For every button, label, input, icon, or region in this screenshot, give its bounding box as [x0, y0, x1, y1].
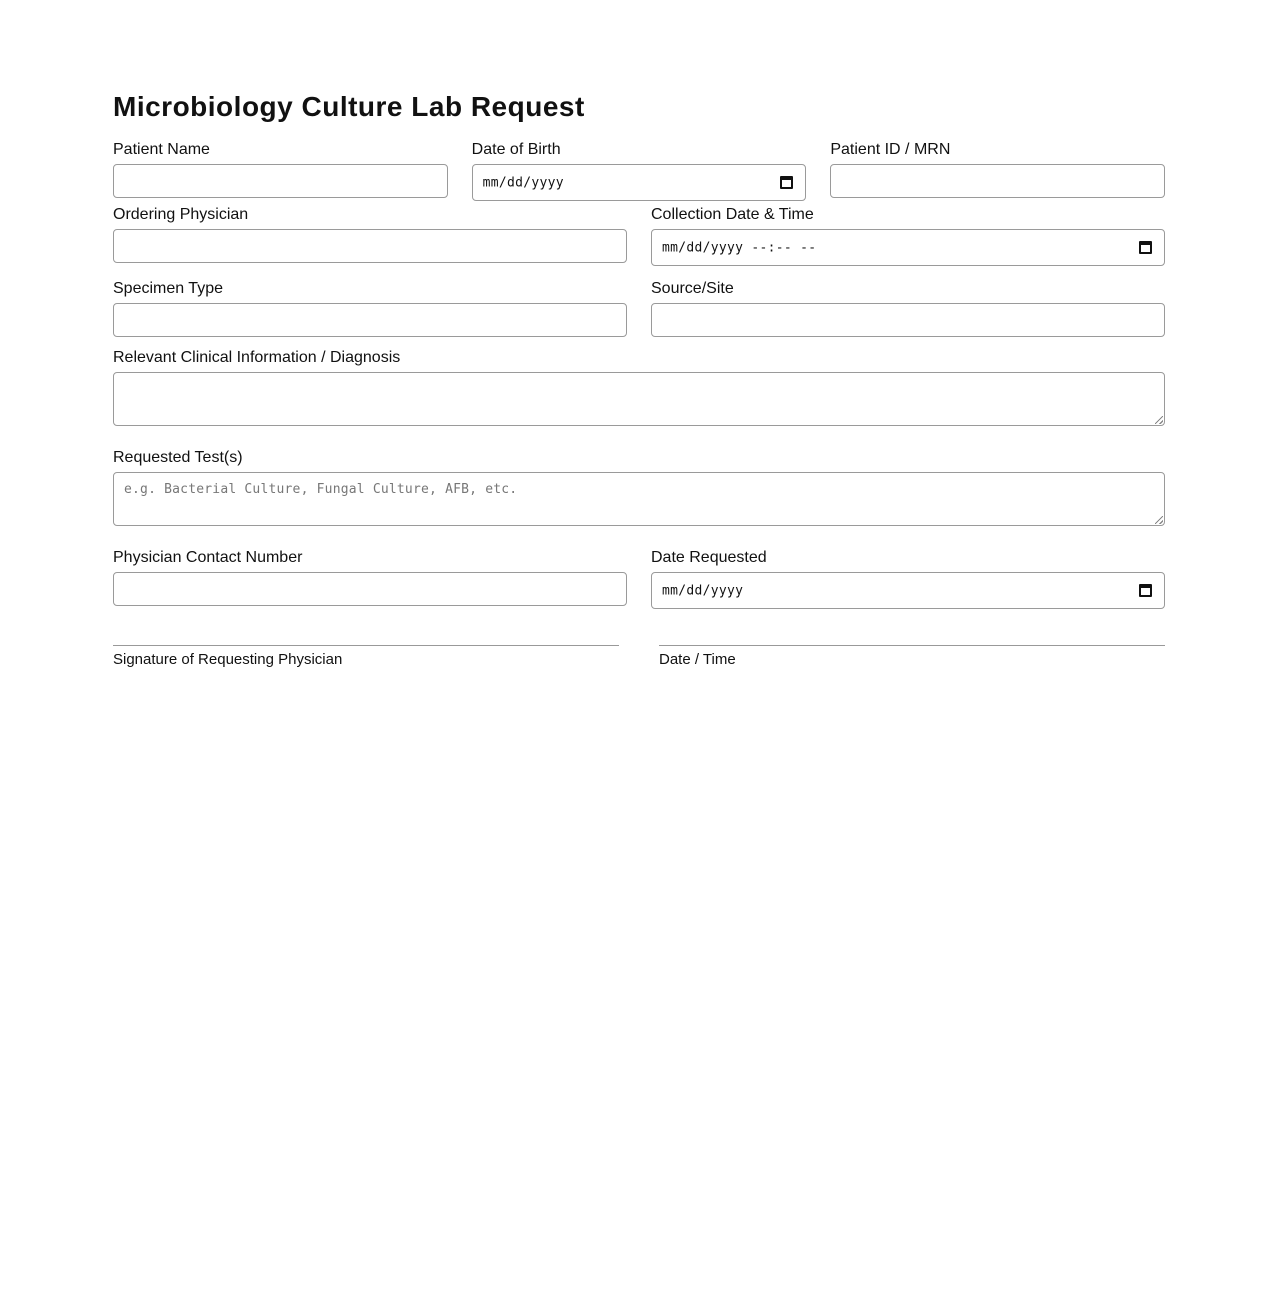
date-of-birth-label: Date of Birth — [471, 141, 561, 158]
physician-signature-line: Signature of Requesting Physician — [113, 645, 619, 668]
field-date-of-birth — [472, 140, 807, 201]
field-patient-name — [113, 140, 448, 201]
field-ordering-physician — [113, 205, 627, 266]
field-patient-id — [830, 140, 1165, 201]
row-contact-date — [113, 548, 1165, 609]
requested-tests-placeholder: e.g. Bacterial Culture, Fungal Culture, AFB, etc. — [124, 482, 518, 497]
resize-handle-icon[interactable] — [1155, 416, 1163, 424]
collection-datetime-input[interactable] — [651, 229, 1165, 266]
patient-name-input[interactable] — [113, 164, 448, 198]
physician-contact-input[interactable] — [113, 572, 627, 606]
physician-contact-label: Physician Contact Number — [113, 549, 303, 566]
page-title: Microbiology Culture Lab Request — [113, 91, 585, 122]
lab-request-form — [113, 88, 1165, 668]
row-patient-info — [113, 140, 1165, 201]
row-specimen — [113, 279, 1165, 337]
collection-datetime-format: mm/dd/yyyy --:-- -- — [662, 240, 817, 255]
resize-handle-icon[interactable] — [1155, 516, 1163, 524]
clinical-info-label: Relevant Clinical Information / Diagnosis — [113, 349, 401, 366]
date-requested-input[interactable] — [651, 572, 1165, 609]
requested-tests-label: Requested Test(s) — [113, 449, 243, 466]
patient-id-label: Patient ID / MRN — [830, 141, 951, 158]
ordering-physician-label: Ordering Physician — [113, 206, 249, 223]
field-collection-datetime — [651, 205, 1165, 266]
date-requested-label: Date Requested — [651, 549, 767, 566]
collection-datetime-label: Collection Date & Time — [651, 206, 814, 223]
ordering-physician-input[interactable] — [113, 229, 627, 263]
signature-section — [113, 645, 1165, 668]
field-source-site — [651, 279, 1165, 337]
date-time-signature-line: Date / Time — [659, 645, 1165, 668]
field-physician-contact — [113, 548, 627, 609]
row-physician-collection — [113, 205, 1165, 266]
source-site-input[interactable] — [651, 303, 1165, 337]
source-site-label: Source/Site — [651, 280, 734, 297]
requested-tests-textarea[interactable] — [113, 472, 1165, 526]
clinical-info-textarea[interactable] — [113, 372, 1165, 426]
specimen-type-input[interactable] — [113, 303, 627, 337]
field-specimen-type — [113, 279, 627, 337]
date-requested-format: mm/dd/yyyy — [662, 583, 744, 598]
calendar-icon[interactable] — [780, 176, 793, 189]
field-requested-tests — [113, 448, 1165, 526]
date-of-birth-format: mm/dd/yyyy — [482, 175, 564, 190]
field-date-requested — [651, 548, 1165, 609]
calendar-icon[interactable] — [1139, 241, 1152, 254]
specimen-type-label: Specimen Type — [113, 280, 223, 297]
patient-id-input[interactable] — [830, 164, 1165, 198]
field-clinical-info — [113, 348, 1165, 426]
date-of-birth-input[interactable] — [472, 164, 807, 201]
calendar-icon[interactable] — [1139, 584, 1152, 597]
patient-name-label: Patient Name — [113, 141, 210, 158]
